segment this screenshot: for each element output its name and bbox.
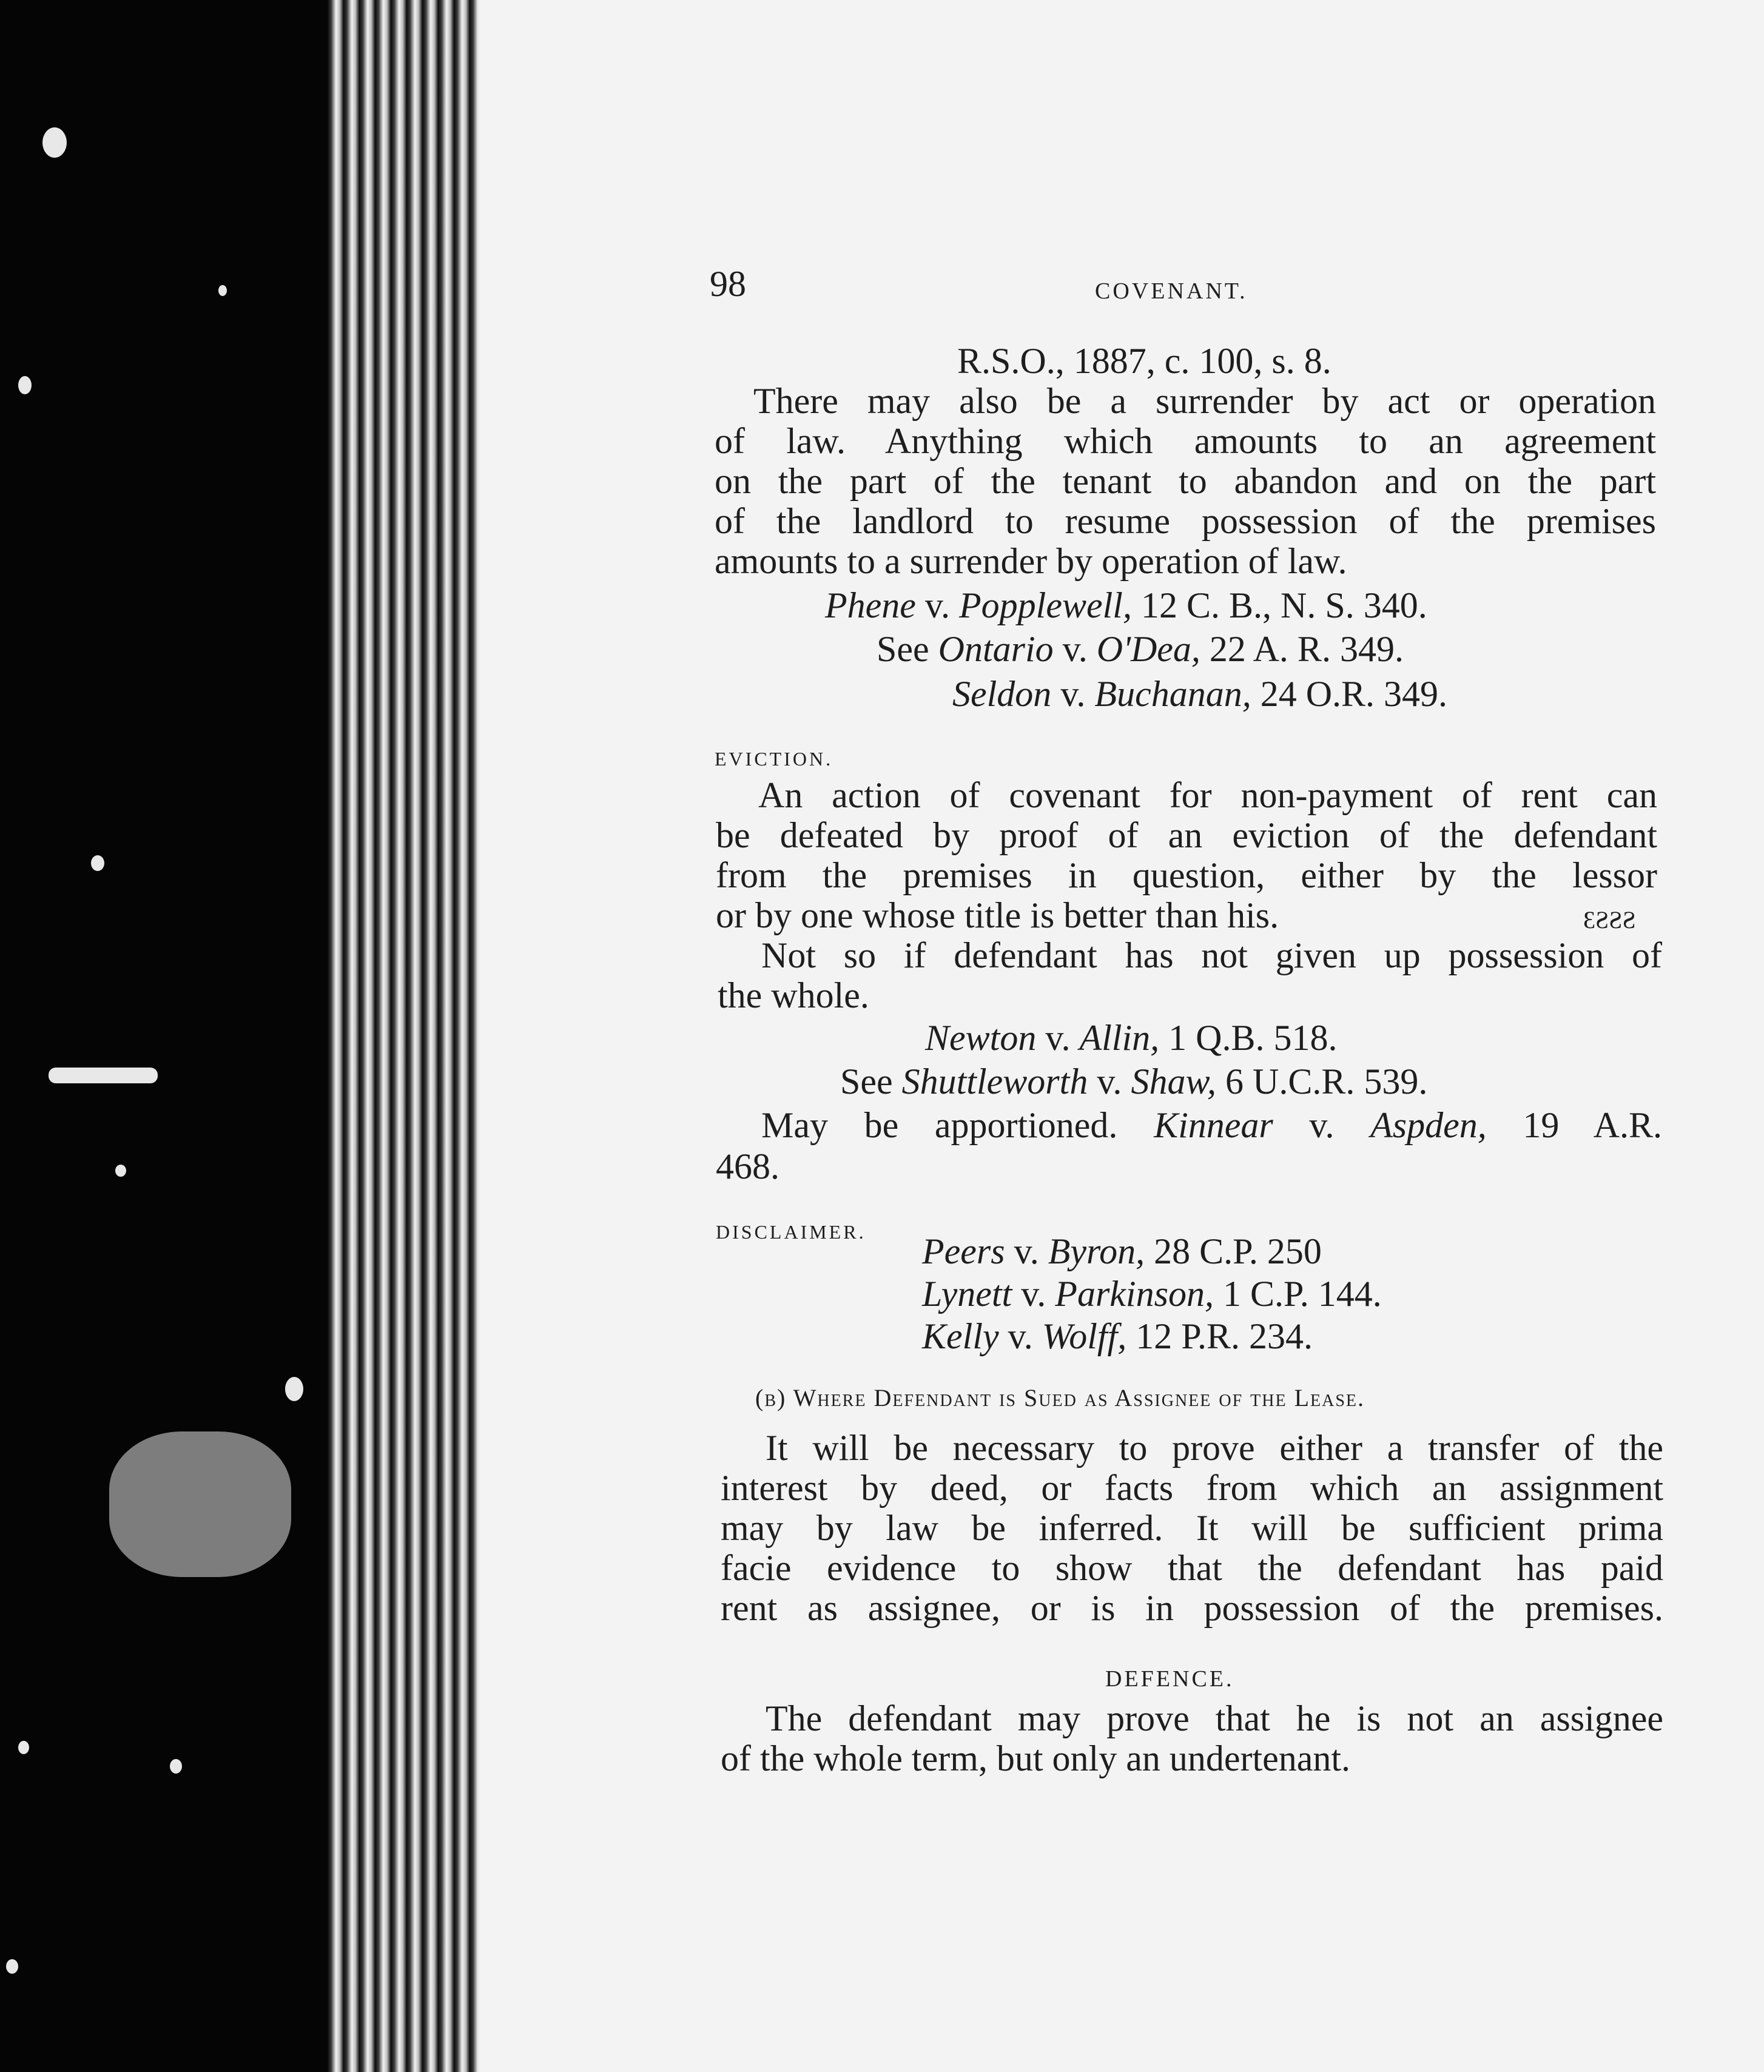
page-number: 98 <box>710 264 746 304</box>
paragraph-line: The defendant may prove that he is not an assignee <box>766 1698 1663 1738</box>
defence-heading: DEFENCE. <box>1105 1666 1234 1692</box>
paragraph-line: There may also be a surrender by act or operation <box>753 381 1656 421</box>
case-citation: See Shuttleworth v. Shaw, 6 U.C.R. 539. <box>840 1061 1428 1102</box>
paragraph-line: of law. Anything which amounts to an agreement <box>715 421 1656 461</box>
paragraph-line: An action of covenant for non-payment of rent can <box>758 775 1657 815</box>
paragraph-line: facie evidence to show that the defendant has paid <box>721 1548 1663 1588</box>
paragraph-line: amounts to a surrender by operation of law. <box>715 541 1347 581</box>
running-title: COVENANT. <box>1095 278 1248 304</box>
margin-heading-disclaimer: DISCLAIMER. <box>716 1221 866 1243</box>
case-citation: See Ontario v. O'Dea, 22 A. R. 349. <box>877 629 1404 669</box>
book-page-edges <box>328 0 491 2072</box>
paragraph-line: of the whole term, but only an undertenant. <box>721 1738 1351 1778</box>
case-citation: Lynett v. Parkinson, 1 C.P. 144. <box>922 1274 1382 1314</box>
paragraph-line: on the part of the tenant to abandon and on the part <box>715 461 1656 501</box>
paragraph-line: rent as assignee, or is in possession of the premises. <box>721 1588 1663 1628</box>
paragraph-line: interest by deed, or facts from which an assignment <box>721 1468 1663 1508</box>
case-citation: Seldon v. Buchanan, 24 O.R. 349. <box>952 674 1448 714</box>
case-citation: Newton v. Allin, 1 Q.B. 518. <box>925 1018 1338 1058</box>
paragraph-line: from the premises in question, either by the lessor <box>716 855 1657 895</box>
paragraph-line: Not so if defendant has not given up possession of <box>761 935 1662 975</box>
margin-heading-eviction: EVICTION. <box>715 748 833 770</box>
paragraph-line: or by one whose title is better than his. <box>716 895 1279 935</box>
case-citation: Peers v. Byron, 28 C.P. 250 <box>922 1231 1322 1271</box>
section-heading-assignee: (b) Where Defendant is Sued as Assignee of the Lease. <box>755 1384 1365 1411</box>
paragraph-line: be defeated by proof of an eviction of the defendant <box>716 815 1657 855</box>
case-citation: Phene v. Popplewell, 12 C. B., N. S. 340. <box>825 585 1427 625</box>
paragraph-line: the whole. <box>718 975 869 1015</box>
margin-mark: ƐƧƧƧ <box>1583 906 1636 933</box>
apportioned-line-continued: 468. <box>716 1146 779 1186</box>
paragraph-line: may by law be inferred. It will be sufficient prima <box>721 1508 1663 1548</box>
apportioned-line: May be apportioned. Kinnear v. Aspden, 19 A.R. <box>761 1105 1663 1145</box>
paragraph-line: It will be necessary to prove either a transfer of the <box>766 1428 1663 1468</box>
paragraph-line: of the landlord to resume possession of the premises <box>715 501 1656 541</box>
case-citation: Kelly v. Wolff, 12 P.R. 234. <box>922 1316 1313 1356</box>
statute-reference: R.S.O., 1887, c. 100, s. 8. <box>957 341 1331 381</box>
